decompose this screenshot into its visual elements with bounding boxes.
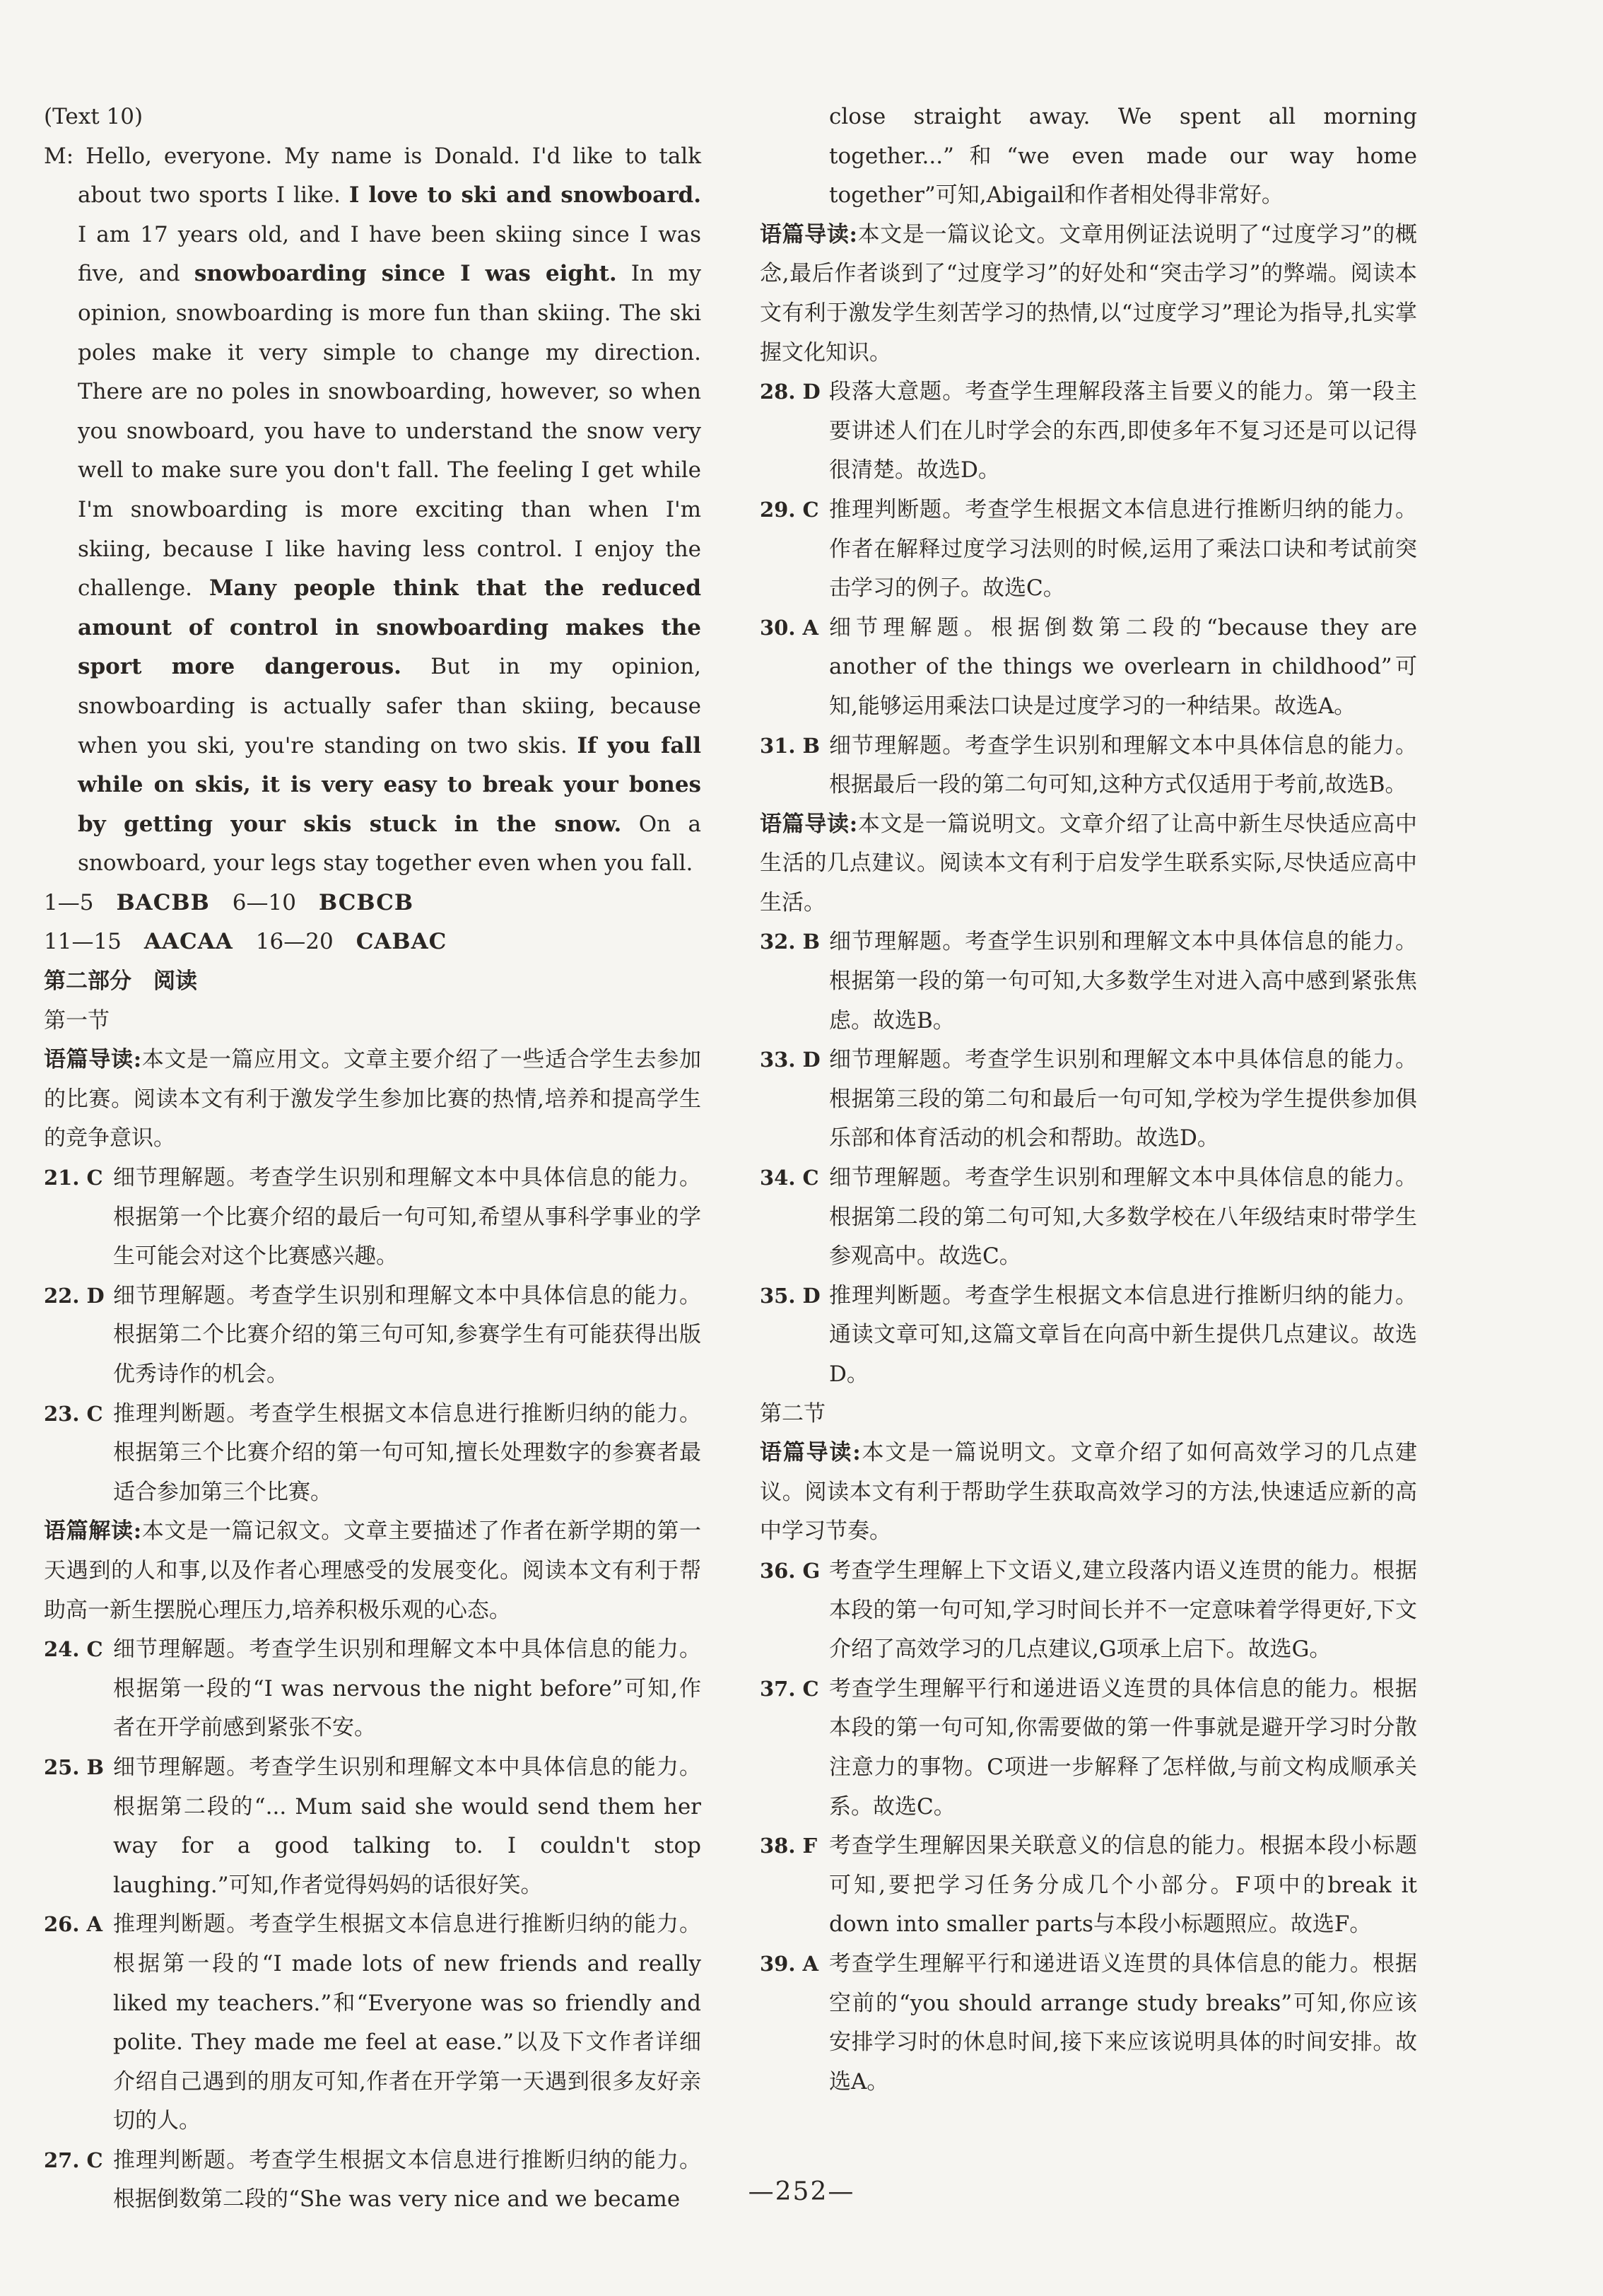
item-explanation: 细节理解题。考查学生识别和理解文本中具体信息的能力。根据第二段的“... Mum said she would send them her way for a good talking to. I couldn't stop laughing.”可知,作者觉得妈妈的话很好笑。	[113, 1754, 701, 1898]
item-number: 24. C	[44, 1637, 103, 1662]
item-explanation: 推理判断题。考查学生根据文本信息进行推断归纳的能力。根据第一段的“I made lots of new friends and really liked my teachers.”和“Everyone was so friendly and polite. They made me feel at ease.”以及下文作者详细介绍自己遇到的朋友可知,作者在开学第一天遇到很多友好亲切的人。	[113, 1911, 701, 2134]
item-number: 22. D	[44, 1283, 105, 1308]
item-number: 34. C	[760, 1166, 819, 1190]
answer-key-row	[44, 884, 701, 923]
item-number: 38. F	[760, 1834, 818, 1858]
answer-item	[760, 1945, 1417, 2102]
item-explanation: 细节理解题。考查学生识别和理解文本中具体信息的能力。根据第三段的第二句和最后一句可知,学校为学生提供参加俱乐部和体育活动的机会和帮助。故选D。	[829, 1047, 1417, 1152]
item-number: 25. B	[44, 1755, 105, 1779]
passage-summary	[760, 1434, 1417, 1552]
part-heading: 第二部分 阅读	[44, 968, 197, 995]
listening-monologue	[44, 137, 701, 884]
item-number: 28. D	[760, 380, 821, 404]
key-answers: BACBB	[116, 889, 210, 915]
summary-text: 本文是一篇议论文。文章用例证法说明了“过度学习”的概念,最后作者谈到了“过度学习”的好处和“突击学习”的弊端。阅读本文有利于激发学生刻苦学习的热情,以“过度学习”理论为指导,扎实掌握文化知识。	[760, 221, 1417, 365]
summary-label: 语篇导读:	[44, 1047, 142, 1073]
item-number: 29. C	[760, 497, 819, 522]
key-answers: CABAC	[356, 929, 447, 955]
key-answers: BCBCB	[318, 889, 414, 915]
answer-item	[760, 1159, 1417, 1277]
monologue-seg-bold: If you fall while on skis, it is very easy to break your bones by getting your skis stuck in the snow.	[78, 732, 701, 837]
item-explanation: 段落大意题。考查学生理解段落主旨要义的能力。第一段主要讲述人们在儿时学会的东西,即使多年不复习还是可以记得很清楚。故选D。	[829, 379, 1417, 484]
summary-text: 本文是一篇记叙文。文章主要描述了作者在新学期的第一天遇到的人和事,以及作者心理感受的发展变化。阅读本文有利于帮助高一新生摆脱心理压力,培养积极乐观的心态。	[44, 1518, 701, 1623]
monologue-seg: On a snowboard, your legs stay together even when you fall.	[78, 811, 701, 877]
item-explanation: 细节理解题。考查学生识别和理解文本中具体信息的能力。根据第一个比赛介绍的最后一句可知,希望从事科学事业的学生可能会对这个比赛感兴趣。	[113, 1165, 701, 1270]
item-explanation: 考查学生理解因果关联意义的信息的能力。根据本段小标题可知,要把学习任务分成几个小部分。F项中的break it down into smaller parts与本段小标题照应。故选F。	[829, 1833, 1417, 1938]
passage-summary	[44, 1041, 701, 1159]
item-explanation: 细节理解题。考查学生识别和理解文本中具体信息的能力。根据第二个比赛介绍的第三句可知,参赛学生有可能获得出版优秀诗作的机会。	[113, 1282, 701, 1387]
item-number: 32. B	[760, 930, 821, 954]
answer-item	[760, 727, 1417, 805]
passage-summary	[760, 805, 1417, 923]
summary-label: 语篇导读:	[760, 221, 857, 247]
item-explanation: 推理判断题。考查学生根据文本信息进行推断归纳的能力。作者在解释过度学习法则的时候,运用了乘法口诀和考试前突击学习的例子。故选C。	[829, 496, 1417, 602]
item-number: 31. B	[760, 733, 821, 758]
item-explanation: 细节理解题。考查学生识别和理解文本中具体信息的能力。根据最后一段的第二句可知,这种方式仅适用于考前,故选B。	[829, 732, 1417, 798]
passage-summary	[760, 216, 1417, 373]
passage-summary	[44, 1512, 701, 1630]
item-explanation: 推理判断题。考查学生根据文本信息进行推断归纳的能力。通读文章可知,这篇文章旨在向高中新生提供几点建议。故选D。	[829, 1282, 1417, 1387]
answer-item	[44, 1395, 701, 1513]
item-number: 39. A	[760, 1951, 819, 1976]
key-range: 16—20	[255, 929, 334, 955]
summary-text: 本文是一篇说明文。文章介绍了如何高效学习的几点建议。阅读本文有利于帮助学生获取高效学习的方法,快速适应新的高中学习节奏。	[760, 1440, 1417, 1545]
key-range: 1—5	[44, 889, 94, 915]
answer-item	[760, 1277, 1417, 1395]
monologue-seg: In my opinion, snowboarding is more fun than skiing. The ski poles make it very simple to change my direction. There are no poles in snowboarding, however, so when you snowboard, you have to understand the snow very well to make sure you don't fall. The feeling I get while I'm snowboarding is more exciting than when I'm skiing, because I like having less control. I enjoy the challenge.	[78, 261, 702, 602]
item-number: 35. D	[760, 1283, 821, 1308]
item-explanation: 推理判断题。考查学生根据文本信息进行推断归纳的能力。根据第三个比赛介绍的第一句可知,擅长处理数字的参赛者最适合参加第三个比赛。	[113, 1400, 701, 1505]
item-number: 30. A	[760, 615, 819, 640]
item-number: 21. C	[44, 1166, 103, 1190]
item-explanation: 细节理解题。考查学生识别和理解文本中具体信息的能力。根据第一段的“I was nervous the night before”可知,作者在开学前感到紧张不安。	[113, 1636, 701, 1741]
right-column	[760, 98, 1417, 2102]
section-heading: 第一节	[44, 1007, 110, 1033]
item-explanation: 考查学生理解上下文语义,建立段落内语义连贯的能力。根据本段的第一句可知,学习时间长并不一定意味着学得更好,下文介绍了高效学习的几点建议,G项承上启下。故选G。	[829, 1557, 1417, 1663]
answer-item	[44, 1905, 701, 2141]
item-explanation: 细节理解题。根据倒数第二段的“because they are another of the things we overlearn in childhood”可知,能够运用乘法口诀是过度学习的一种结果。故选A。	[829, 614, 1417, 719]
item-number: 26. A	[44, 1912, 103, 1937]
summary-label: 语篇导读:	[760, 1440, 861, 1466]
page-number: —252—	[748, 2177, 855, 2206]
item-continuation: close straight away. We spent all morning together...”和“we even made our way home together”可知,Abigail和作者相处得非常好。	[829, 104, 1417, 209]
answer-item	[760, 922, 1417, 1041]
answer-item	[760, 1041, 1417, 1159]
key-answers: AACAA	[143, 929, 233, 955]
text10-label: (Text 10)	[44, 104, 143, 129]
answer-item	[44, 1159, 701, 1277]
answer-item	[760, 1552, 1417, 1670]
item-number: 27. C	[44, 2148, 103, 2172]
summary-label: 语篇解读:	[44, 1518, 142, 1545]
answer-item	[44, 1630, 701, 1748]
answer-item	[760, 1827, 1417, 1945]
monologue-seg: But in my opinion, snowboarding is actually safer than skiing, because when you ski, you're standing on two skis.	[78, 654, 701, 758]
answer-item	[44, 1748, 701, 1905]
item-explanation: 细节理解题。考查学生识别和理解文本中具体信息的能力。根据第二段的第二句可知,大多数学校在八年级结束时带学生参观高中。故选C。	[829, 1165, 1417, 1270]
answer-item	[760, 609, 1417, 727]
item-number: 36. G	[760, 1558, 821, 1583]
item-explanation: 考查学生理解平行和递进语义连贯的具体信息的能力。根据本段的第一句可知,你需要做的第一件事就是避开学习时分散注意力的事物。C项进一步解释了怎样做,与前文构成顺承关系。故选C。	[829, 1675, 1417, 1820]
summary-text: 本文是一篇应用文。文章主要介绍了一些适合学生去参加的比赛。阅读本文有利于激发学生参加比赛的热情,培养和提高学生的竞争意识。	[44, 1047, 701, 1152]
answer-key-row	[44, 922, 701, 962]
answer-item	[760, 491, 1417, 609]
monologue-seg: I am 17 years old, and I have been skiing since I was five, and	[78, 221, 701, 287]
item-explanation: 推理判断题。考查学生根据文本信息进行推断归纳的能力。根据倒数第二段的“She was very nice and we became	[113, 2147, 701, 2213]
monologue-seg-bold: snowboarding since I was eight.	[194, 261, 617, 287]
key-range: 6—10	[232, 889, 296, 915]
item-number: 37. C	[760, 1676, 819, 1701]
key-range: 11—15	[44, 929, 122, 955]
answer-item	[760, 1670, 1417, 1827]
summary-label: 语篇导读:	[760, 811, 858, 837]
item-explanation: 考查学生理解平行和递进语义连贯的具体信息的能力。根据空前的“you should arrange study breaks”可知,你应该安排学习时的休息时间,接下来应该说明具体的时间安排。故选A。	[829, 1950, 1417, 2095]
left-column	[44, 98, 701, 2220]
answer-item	[760, 373, 1417, 491]
monologue-seg-bold: Many people think that the reduced amount of control in snowboarding makes the sport more dangerous.	[78, 575, 701, 680]
item-number: 33. D	[760, 1048, 821, 1072]
item-explanation: 细节理解题。考查学生识别和理解文本中具体信息的能力。根据第一段的第一句可知,大多数学生对进入高中感到紧张焦虑。故选B。	[829, 929, 1417, 1033]
answer-item	[44, 1277, 701, 1395]
monologue-seg-bold: I love to ski and snowboard.	[348, 182, 701, 209]
monologue-seg: M: Hello, everyone. My name is Donald. I'd like to talk about two sports I like.	[44, 143, 701, 209]
summary-text: 本文是一篇说明文。文章介绍了让高中新生尽快适应高中生活的几点建议。阅读本文有利于启发学生联系实际,尽快适应高中生活。	[760, 811, 1417, 915]
item-number: 23. C	[44, 1401, 103, 1426]
section-heading: 第二节	[760, 1400, 826, 1427]
